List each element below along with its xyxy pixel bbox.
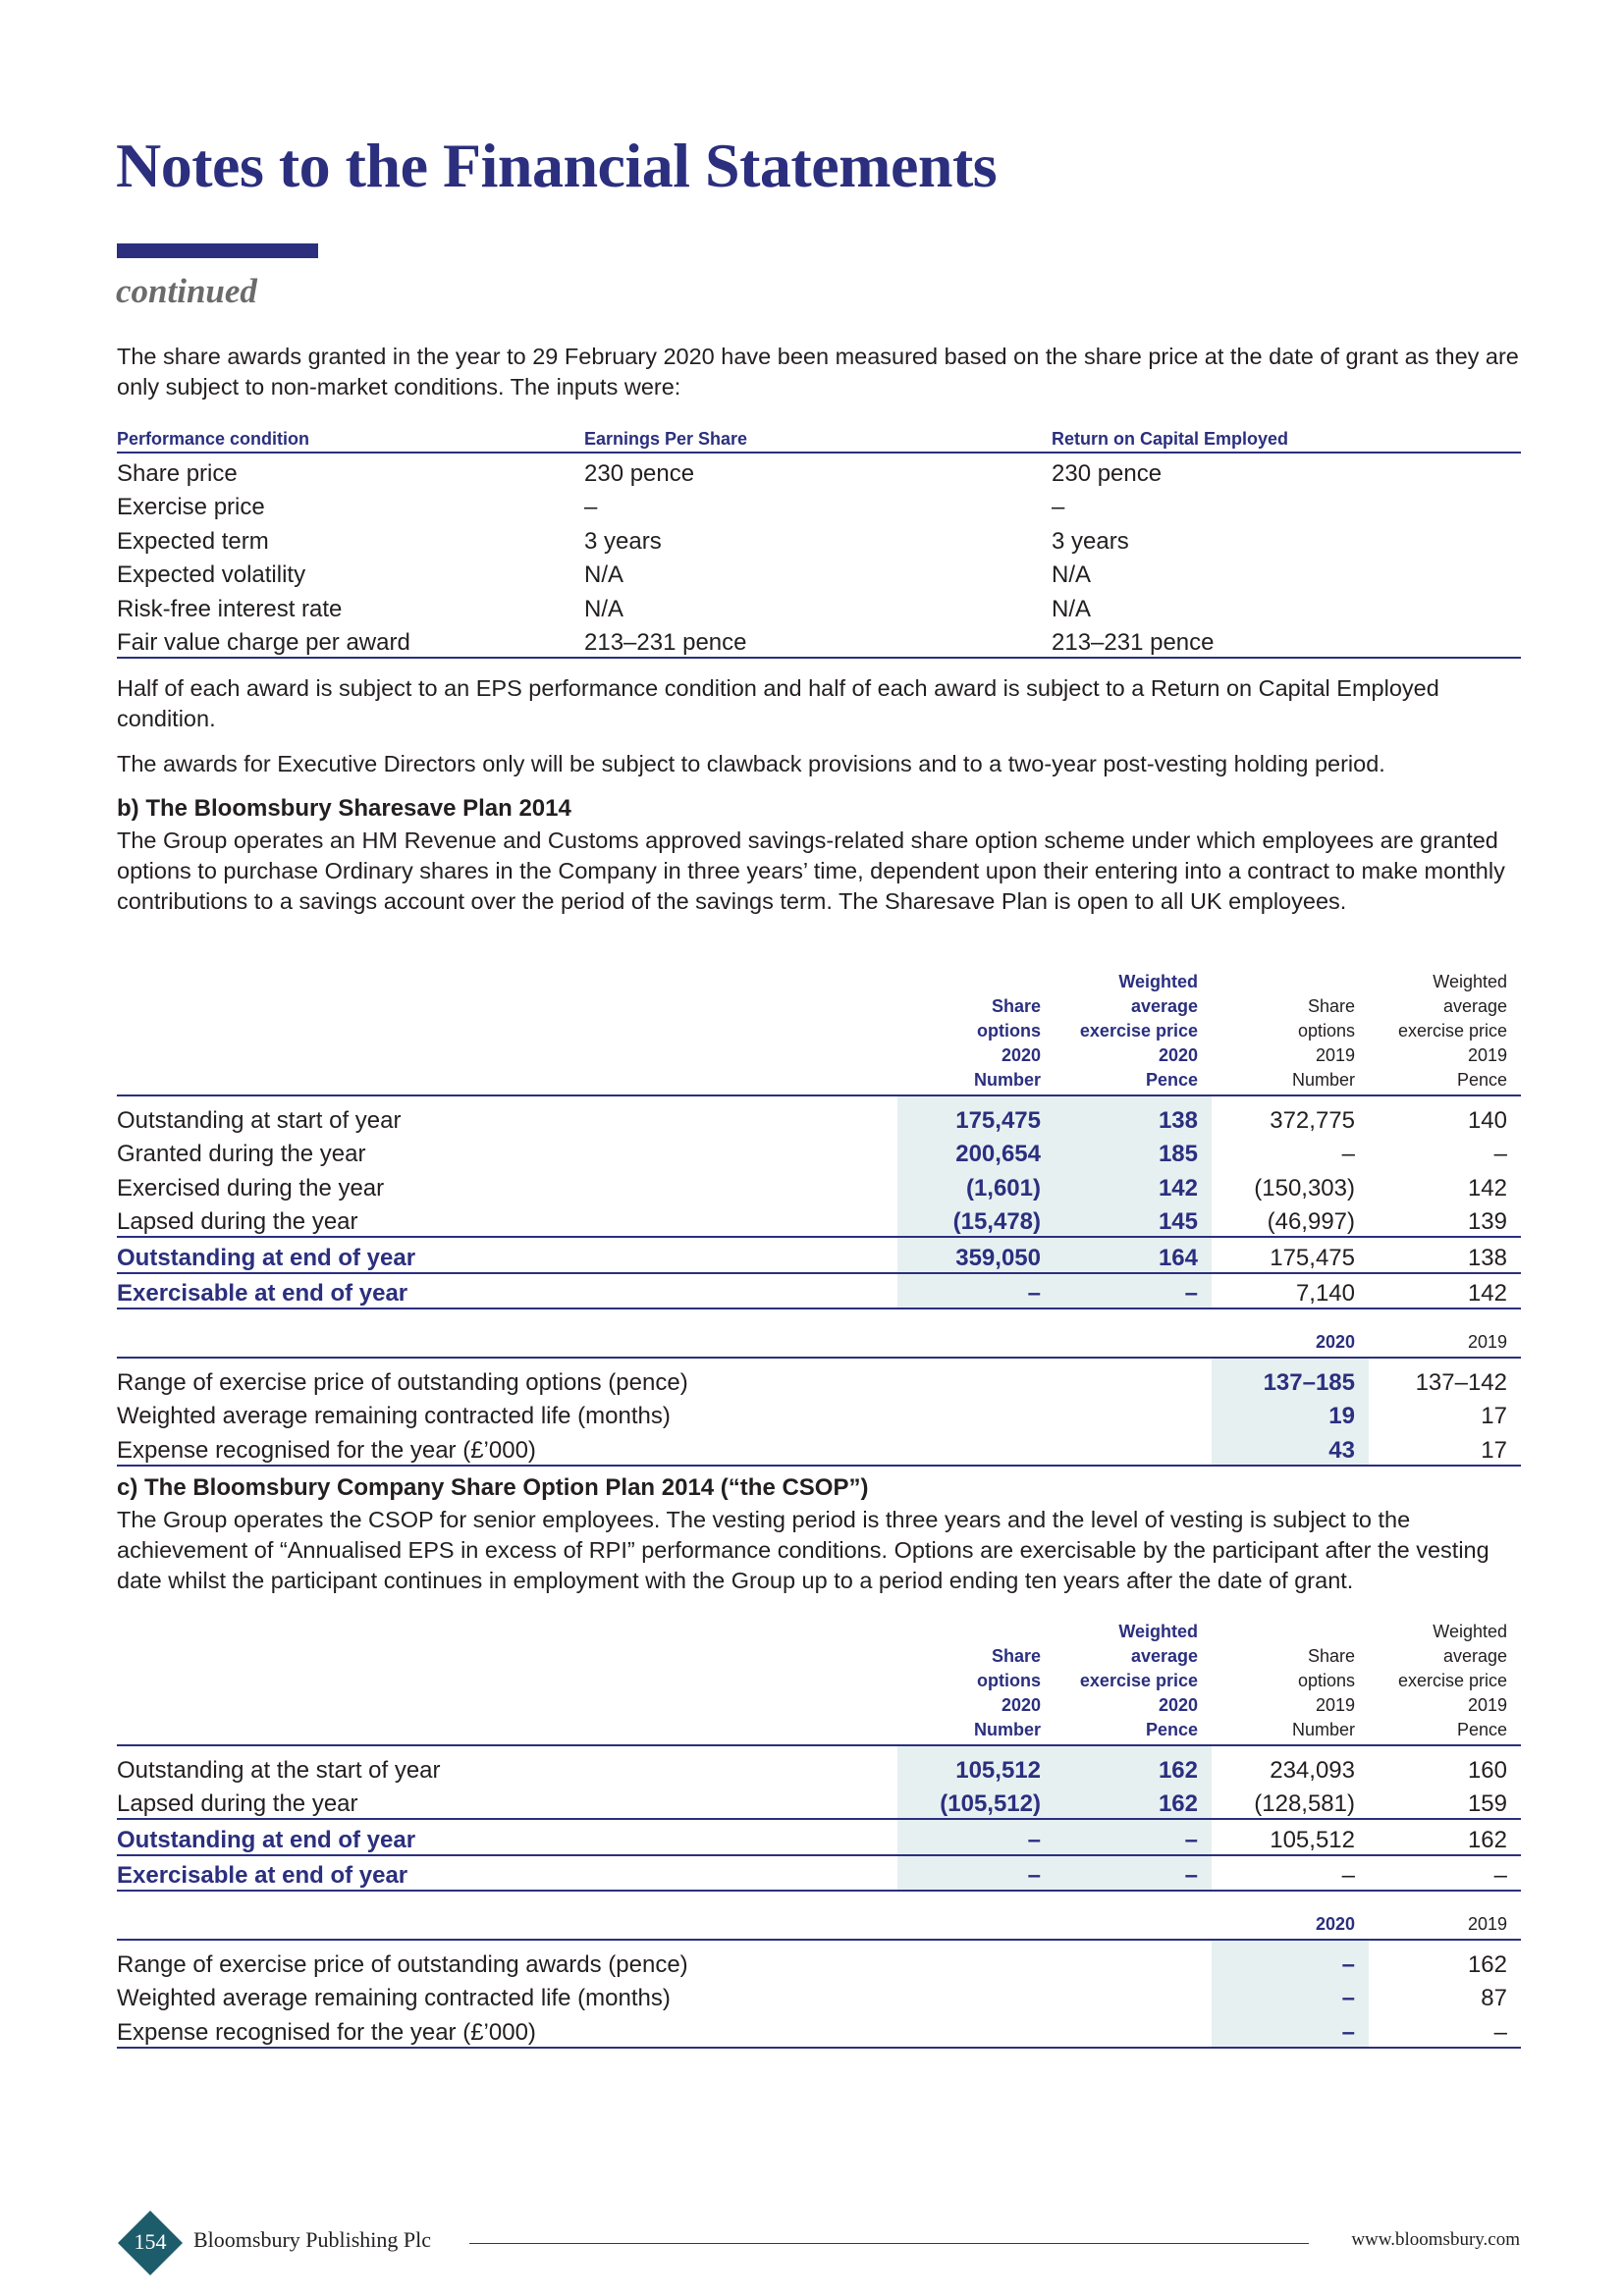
table-cell: (150,303) [1254,1174,1355,1201]
table-row [117,623,1521,659]
table-cell: 139 [1369,1202,1521,1238]
table-cell: 142 [1055,1168,1212,1202]
empty-header [117,970,897,1095]
table-cell: 87 [1481,1985,1507,2011]
column-header-exercise-price-2019: Weighted average exercise price 2019 Pence [1369,1620,1521,1745]
table-row [117,1745,1521,1785]
row-label: Exercised during the year [117,1174,385,1201]
table-cell: 142 [1369,1273,1521,1309]
inputs-table [117,422,1521,659]
row-label: Outstanding at start of year [117,1106,402,1134]
table-cell: 213–231 pence [584,623,1052,659]
table-cell: – [584,494,598,520]
table-cell: – [897,1855,1055,1892]
table-cell: (1,601) [897,1168,1055,1202]
table-cell: 138 [1369,1237,1521,1273]
column-header: Return on Capital Employed [1052,422,1521,453]
table-cell: (128,581) [1212,1785,1369,1820]
table-cell: 372,775 [1270,1106,1355,1134]
table-cell: 230 pence [1052,459,1163,487]
csop-summary-table [117,1912,1521,2049]
table-cell: – [1212,1940,1369,1979]
table-cell: – [1212,1979,1369,2013]
row-label: Outstanding at end of year [117,1819,897,1855]
table-row [117,453,1521,488]
table-cell: – [1212,1855,1369,1892]
table-cell: 159 [1369,1785,1521,1820]
column-header-exercise-price-2020: Weighted average exercise price 2020 Pence [1055,970,1212,1095]
column-header-share-options-2020: Share options 2020 Number [897,970,1055,1095]
table-row [117,589,1521,623]
row-label: Outstanding at the start of year [117,1756,441,1784]
table-cell: 230 pence [584,459,695,487]
sharesave-paragraph: The Group operates an HM Revenue and Customs approved savings-related share option scheme under which employees are granted options to purchase Ordinary shares in the Company in three years’ time, dependent upon their entering into a contract to make monthly contributions to a savings account over the period of the savings term. The Sharesave Plan is open to all UK employees. [117,828,1505,914]
column-header-exercise-price-2020: Weighted average exercise price 2020 Pence [1055,1620,1212,1745]
table-row-total [117,1273,1521,1309]
table-cell: 137–185 [1212,1358,1369,1397]
table-cell: 142 [1467,1174,1507,1201]
table-cell: – [1212,2012,1369,2048]
table-row-total [117,1237,1521,1273]
table-row [117,1979,1521,2013]
table-cell: 105,512 [897,1745,1055,1785]
column-header-share-options-2019: Share options 2019 Number [1212,970,1369,1095]
table-cell: 138 [1055,1095,1212,1135]
title-underline-bar [117,243,318,258]
table-row-total [117,1819,1521,1855]
csop-paragraph: The Group operates the CSOP for senior employees. The vesting period is three years and the level of vesting is subject to the achievement of “Annualised EPS in excess of RPI” performance conditions. Options are exercisable by the participant after the vesting date whilst the participant continues in employment with the Group up to a period ending ten years after the date of grant. [117,1507,1489,1593]
table-cell: 17 [1369,1430,1521,1466]
table-cell: – [1055,1273,1212,1309]
table-cell: – [1369,1855,1521,1892]
row-label: Share price [117,459,238,487]
column-header-2020: 2020 [1212,1912,1369,1940]
row-label: Exercisable at end of year [117,1273,897,1309]
empty-header [117,1620,897,1745]
table-cell: 175,475 [897,1095,1055,1135]
table-header-row [117,1330,1521,1358]
table-row [117,1095,1521,1135]
row-label: Weighted average remaining contracted life (months) [117,1403,671,1429]
row-label: Expense recognised for the year (£’000) [117,2012,1212,2048]
page-number: 154 [134,2229,167,2254]
table-cell: 17 [1481,1403,1507,1429]
table-cell: 359,050 [897,1237,1055,1273]
row-label: Expected term [117,527,269,555]
table-cell: (46,997) [1212,1202,1369,1238]
table-row [117,1397,1521,1431]
inputs-table-header [117,422,1521,453]
table-cell: 164 [1055,1237,1212,1273]
table-cell: 19 [1212,1397,1369,1431]
csop-options-table [117,1620,1521,1892]
column-header: Earnings Per Share [584,422,1052,453]
column-header-exercise-price-2019: Weighted average exercise price 2019 Pence [1369,970,1521,1095]
table-cell: (15,478) [897,1202,1055,1238]
table-row [117,488,1521,522]
page-title: Notes to the Financial Statements [116,131,998,200]
clawback-note: The awards for Executive Directors only will be subject to clawback provisions and to a two-year post-vesting holding period. [117,751,1385,776]
table-cell: 160 [1467,1756,1507,1784]
row-label: Outstanding at end of year [117,1237,897,1273]
table-row [117,1135,1521,1169]
table-cell: – [897,1819,1055,1855]
table-cell: – [1055,1819,1212,1855]
table-cell: 162 [1055,1745,1212,1785]
intro-paragraph: The share awards granted in the year to 29 February 2020 have been measured based on the share price at the date of grant as they are only subject to non-market conditions. The inputs were: [117,344,1519,400]
row-label: Range of exercise price of outstanding options (pence) [117,1368,688,1396]
table-cell: 137–142 [1415,1368,1507,1396]
table-cell: 162 [1055,1785,1212,1820]
row-label: Risk-free interest rate [117,595,343,622]
table-row [117,2012,1521,2048]
table-cell: – [1493,1141,1507,1167]
row-label: Fair value charge per award [117,623,584,659]
column-header-2019: 2019 [1369,1912,1521,1940]
empty-header [117,1912,1212,1940]
table-cell: 105,512 [1212,1819,1369,1855]
column-header-2020: 2020 [1212,1330,1369,1358]
column-header-2019: 2019 [1369,1330,1521,1358]
table-cell: N/A [1052,561,1092,588]
table-cell: 43 [1212,1430,1369,1466]
table-header-row [117,970,1521,1095]
table-cell: 162 [1467,1950,1507,1978]
row-label: Granted during the year [117,1141,366,1167]
sharesave-summary-table [117,1330,1521,1467]
page-subtitle: continued [116,272,257,310]
table-row [117,1358,1521,1397]
table-row [117,521,1521,556]
table-cell: N/A [584,595,624,622]
table-cell: 140 [1467,1106,1507,1134]
table-cell: – [1052,494,1065,520]
row-label: Exercisable at end of year [117,1855,897,1892]
table-cell: – [897,1273,1055,1309]
column-header: Performance condition [117,422,584,453]
sharesave-options-table [117,970,1521,1309]
sharesave-heading: b) The Bloomsbury Sharesave Plan 2014 [117,795,571,822]
csop-heading: c) The Bloomsbury Company Share Option Plan 2014 (“the CSOP”) [117,1474,869,1501]
table-row [117,1785,1521,1820]
footer-divider [469,2243,1309,2244]
row-label: Lapsed during the year [117,1785,897,1820]
table-header-row [117,1620,1521,1745]
table-cell: 7,140 [1212,1273,1369,1309]
row-label: Exercise price [117,494,265,520]
table-cell: 185 [1055,1135,1212,1169]
empty-header [117,1330,1212,1358]
table-row [117,1430,1521,1466]
table-cell: N/A [584,561,624,588]
table-row-total [117,1855,1521,1892]
table-row [117,1168,1521,1202]
table-cell: N/A [1052,595,1092,622]
row-label: Expected volatility [117,561,306,588]
table-cell: (105,512) [897,1785,1055,1820]
row-label: Range of exercise price of outstanding awards (pence) [117,1950,688,1978]
table-cell: 213–231 pence [1052,623,1521,659]
table-cell: – [1055,1855,1212,1892]
table-cell: 162 [1369,1819,1521,1855]
table-row [117,1202,1521,1238]
table-cell: 234,093 [1270,1756,1355,1784]
column-header-share-options-2020: Share options 2020 Number [897,1620,1055,1745]
footer-website-link[interactable]: www.bloomsbury.com [1351,2229,1520,2250]
table-cell: 145 [1055,1202,1212,1238]
table-cell: 3 years [584,527,662,555]
row-label: Expense recognised for the year (£’000) [117,1430,1212,1466]
table-header-row [117,1912,1521,1940]
table-cell: 3 years [1052,527,1129,555]
table-cell: – [1369,2012,1521,2048]
row-label: Weighted average remaining contracted life (months) [117,1985,671,2011]
table-cell: – [1341,1141,1355,1167]
table-row [117,556,1521,590]
table-row [117,1940,1521,1979]
half-award-note: Half of each award is subject to an EPS performance condition and half of each award is subject to a Return on Capital Employed condition. [117,675,1439,731]
table-cell: 200,654 [897,1135,1055,1169]
footer-company-name: Bloomsbury Publishing Plc [193,2227,432,2252]
column-header-share-options-2019: Share options 2019 Number [1212,1620,1369,1745]
table-cell: 175,475 [1212,1237,1369,1273]
row-label: Lapsed during the year [117,1202,897,1238]
